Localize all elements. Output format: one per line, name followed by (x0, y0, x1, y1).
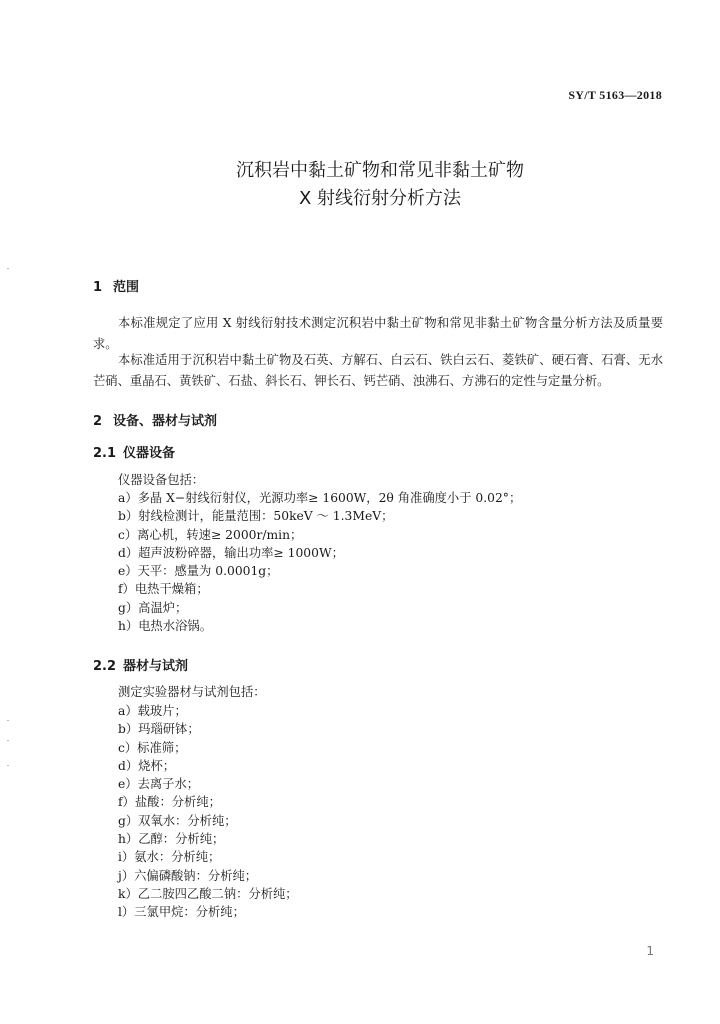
section1-heading (93, 276, 139, 295)
list-item: k）乙二胺四乙酸二钠：分析纯； (118, 886, 298, 901)
document-title-line1: 沉积岩中黏土矿物和常见非黏土矿物 (236, 160, 524, 181)
list-item: i）氨水：分析纯； (118, 850, 221, 865)
list-item: d）超声波粉碎器，输出功率≥ 1000W； (118, 545, 344, 560)
materials-list (118, 702, 298, 922)
standard-code: SY/T 5163—2018 (568, 88, 662, 102)
list-item: c）标准筛； (118, 740, 187, 755)
list-item: a）载玻片； (118, 704, 187, 718)
list-item: d）烧杯； (118, 758, 176, 773)
section1-paragraph-2: 本标准适用于沉积岩中黏土矿物及石英、方解石、白云石、铁白云石、菱铁矿、硬石膏、石膏、无水芒硝、重晶石、黄铁矿、石盐、斜长石、钾长石、钙芒硝、浊沸石、方沸石的定性与定量分析。 (93, 353, 663, 388)
section2-2-lead: 测定实验器材与试剂包括： (118, 685, 266, 699)
section2-2-title: 器材与试剂 (123, 659, 189, 674)
scan-margin-mark (7, 720, 9, 721)
list-item: b）射线检测计，能量范围：50keV ～ 1.3MeV； (118, 509, 394, 524)
section2-title: 设备、器材与试剂 (113, 414, 218, 429)
list-item: j）六偏磷酸钠：分析纯； (118, 868, 258, 883)
page-number: 1 (646, 944, 654, 958)
section2-1-title: 仪器设备 (123, 446, 176, 461)
list-item: a）多晶 X−射线衍射仪，光源功率≥ 1600W，2θ 角准确度小于 0.02°； (118, 491, 522, 505)
section2-1-lead: 仪器设备包括： (118, 473, 205, 487)
section1-number: 1 (93, 280, 103, 295)
scan-margin-mark (7, 268, 9, 269)
scan-margin-mark (7, 765, 9, 766)
section2-1-heading (93, 442, 175, 461)
instrument-list (118, 489, 521, 635)
section2-2-heading (93, 655, 188, 674)
list-item: h）乙醇：分析纯； (118, 832, 225, 847)
scan-margin-mark (7, 740, 9, 741)
list-item: g）高温炉； (118, 600, 188, 615)
list-item: c）离心机，转速≥ 2000r/min； (118, 527, 303, 542)
list-item: l）三氯甲烷：分析纯； (118, 905, 245, 920)
list-item: b）玛瑙研钵； (118, 722, 200, 737)
section1-paragraph-1: 本标准规定了应用 X 射线衍射技术测定沉积岩中黏土矿物和常见非黏土矿物含量分析方法及质量要求。 (93, 316, 663, 351)
list-item: f）电热干燥箱； (118, 582, 209, 597)
section2-1-number: 2.1 (93, 446, 117, 461)
section2-heading (93, 410, 217, 429)
section2-number: 2 (93, 414, 103, 429)
section1-title: 范围 (113, 280, 140, 295)
section2-2-number: 2.2 (93, 659, 117, 674)
list-item: e）去离子水； (118, 777, 200, 792)
list-item: f）盐酸：分析纯； (118, 795, 221, 810)
list-item: g）双氧水：分析纯； (118, 813, 237, 828)
list-item: h）电热水浴锅。 (118, 619, 212, 634)
list-item: e）天平：感量为 0.0001g； (118, 564, 279, 579)
document-title-line2: X 射线衍射分析方法 (298, 188, 462, 209)
